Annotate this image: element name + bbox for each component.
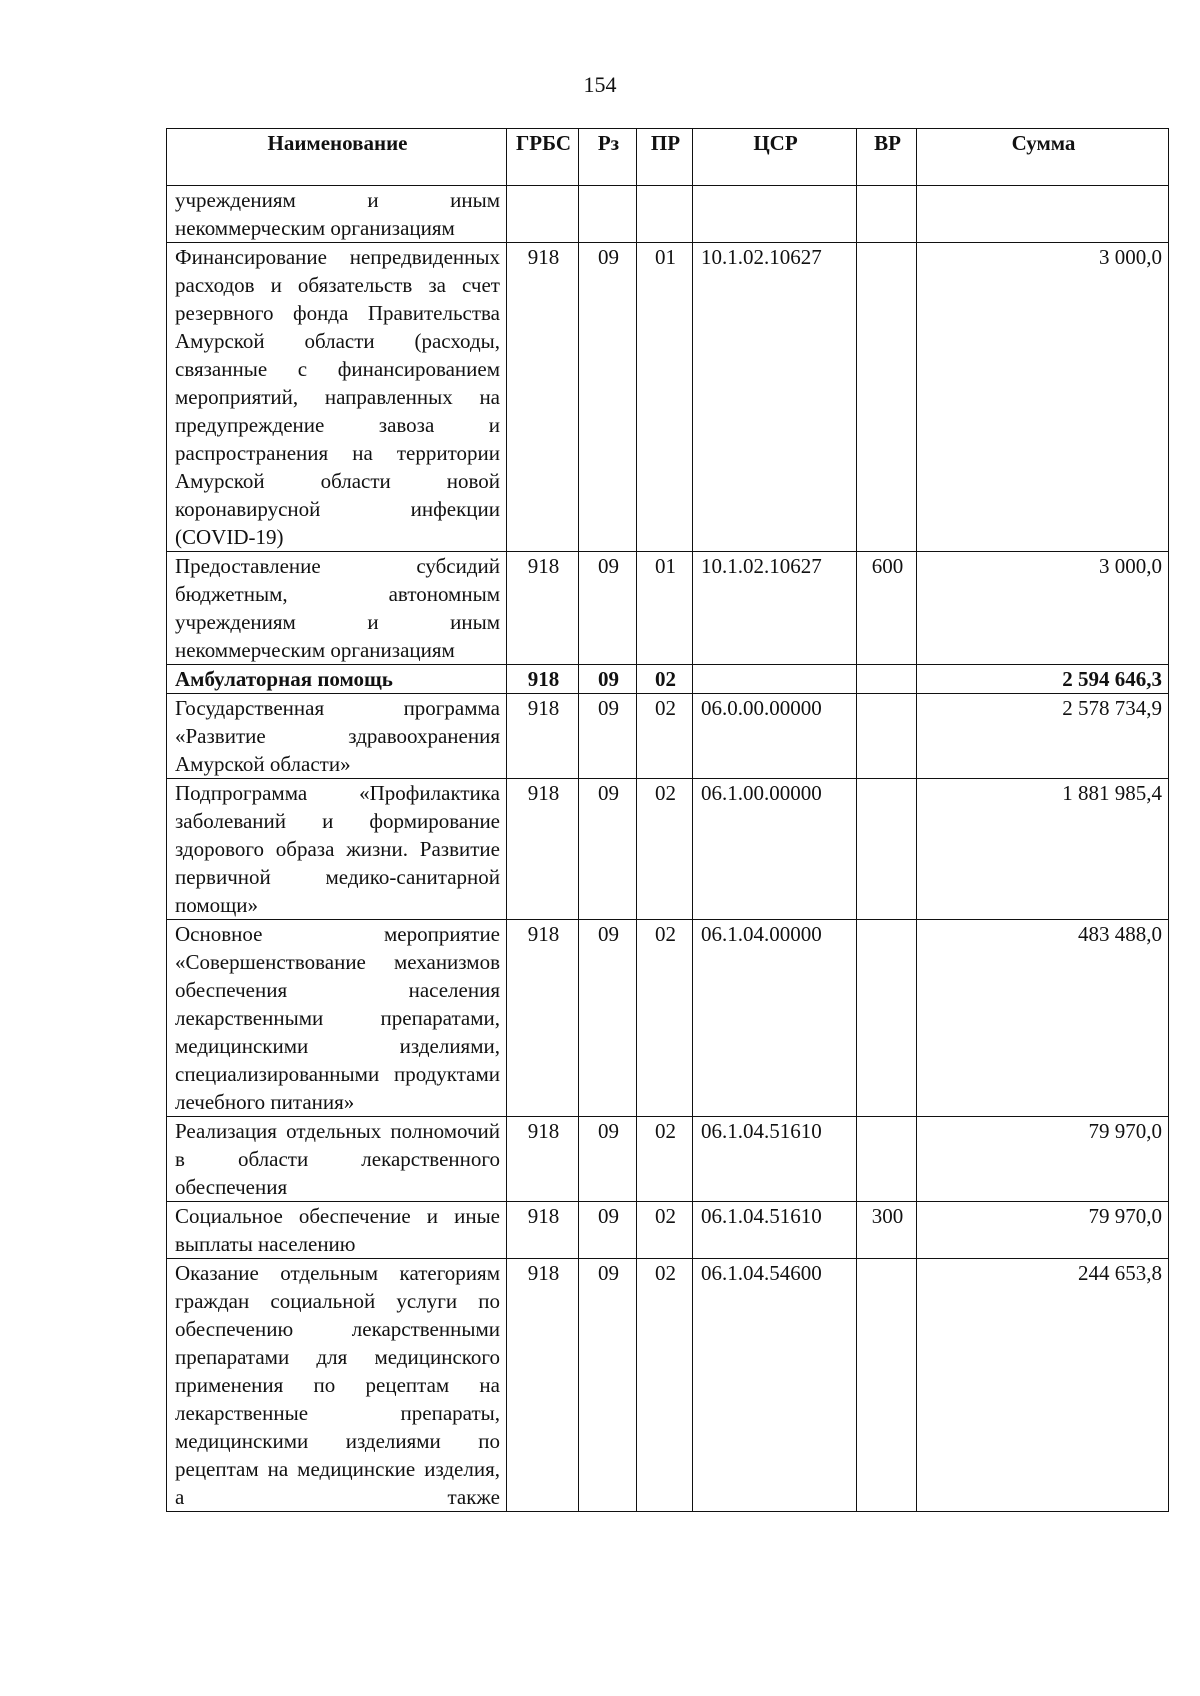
row-grbs: 918 — [507, 665, 579, 694]
table-header-row — [167, 129, 1169, 186]
row-sum: 483 488,0 — [917, 920, 1169, 1117]
row-vr — [857, 1117, 917, 1202]
table-row — [167, 920, 1169, 1117]
row-vr — [857, 920, 917, 1117]
row-sum: 79 970,0 — [917, 1202, 1169, 1259]
row-csr: 06.1.04.51610 — [693, 1202, 857, 1259]
row-sum: 3 000,0 — [917, 552, 1169, 665]
row-sum: 3 000,0 — [917, 243, 1169, 552]
row-rz: 09 — [579, 1259, 637, 1512]
row-name: Государственная программа «Развитие здравоохранения Амурской области» — [167, 694, 507, 779]
row-grbs: 918 — [507, 694, 579, 779]
row-rz: 09 — [579, 694, 637, 779]
row-rz: 09 — [579, 920, 637, 1117]
row-rz: 09 — [579, 1117, 637, 1202]
row-csr: 06.1.04.00000 — [693, 920, 857, 1117]
header-rz: Рз — [579, 129, 637, 186]
row-grbs: 918 — [507, 1202, 579, 1259]
table-row-section-total — [167, 665, 1169, 694]
row-pr: 02 — [637, 1259, 693, 1512]
row-vr — [857, 186, 917, 243]
row-rz — [579, 186, 637, 243]
row-vr: 300 — [857, 1202, 917, 1259]
row-csr: 10.1.02.10627 — [693, 243, 857, 552]
row-csr: 10.1.02.10627 — [693, 552, 857, 665]
row-pr: 01 — [637, 552, 693, 665]
row-vr — [857, 694, 917, 779]
row-csr: 06.1.04.51610 — [693, 1117, 857, 1202]
row-grbs: 918 — [507, 1259, 579, 1512]
row-pr: 02 — [637, 665, 693, 694]
header-vr: ВР — [857, 129, 917, 186]
header-grbs: ГРБС — [507, 129, 579, 186]
row-grbs: 918 — [507, 779, 579, 920]
row-rz: 09 — [579, 779, 637, 920]
row-name: Подпрограмма «Профилактика заболеваний и формирование здорового образа жизни. Развитие первичной медико-санитарной помощи» — [167, 779, 507, 920]
row-pr: 02 — [637, 920, 693, 1117]
row-sum: 244 653,8 — [917, 1259, 1169, 1512]
row-grbs: 918 — [507, 243, 579, 552]
table-row — [167, 243, 1169, 552]
header-name: Наименование — [167, 129, 507, 186]
row-name: Социальное обеспечение и иные выплаты населению — [167, 1202, 507, 1259]
row-sum: 2 594 646,3 — [917, 665, 1169, 694]
page-number: 154 — [583, 72, 617, 97]
table-row — [167, 779, 1169, 920]
row-vr — [857, 1259, 917, 1512]
row-pr: 02 — [637, 1117, 693, 1202]
row-rz: 09 — [579, 665, 637, 694]
row-csr: 06.1.04.54600 — [693, 1259, 857, 1512]
row-sum: 2 578 734,9 — [917, 694, 1169, 779]
row-sum: 79 970,0 — [917, 1117, 1169, 1202]
row-name: Реализация отдельных полномочий в области лекарственного обеспечения — [167, 1117, 507, 1202]
header-pr: ПР — [637, 129, 693, 186]
row-name: Основное мероприятие «Совершенствование механизмов обеспечения населения лекарственными препаратами, медицинскими изделиями, специализированными продуктами лечебного питания» — [167, 920, 507, 1117]
row-vr — [857, 243, 917, 552]
row-csr — [693, 186, 857, 243]
header-csr: ЦСР — [693, 129, 857, 186]
row-pr — [637, 186, 693, 243]
row-vr — [857, 779, 917, 920]
header-sum: Сумма — [917, 129, 1169, 186]
row-rz: 09 — [579, 1202, 637, 1259]
row-sum — [917, 186, 1169, 243]
row-pr: 02 — [637, 779, 693, 920]
table-row — [167, 552, 1169, 665]
table-row — [167, 1259, 1169, 1512]
row-sum: 1 881 985,4 — [917, 779, 1169, 920]
row-pr: 01 — [637, 243, 693, 552]
row-pr: 02 — [637, 1202, 693, 1259]
row-csr: 06.0.00.00000 — [693, 694, 857, 779]
row-name: Оказание отдельным категориям граждан социальной услуги по обеспечению лекарственными препаратами для медицинского применения по рецептам на лекарственные препараты, медицинскими изделиями по рецептам на медицинские изделия, а также — [167, 1259, 507, 1512]
table-row — [167, 1202, 1169, 1259]
row-rz: 09 — [579, 552, 637, 665]
row-name: учреждениям и иным некоммерческим организациям — [167, 186, 507, 243]
row-csr — [693, 665, 857, 694]
row-grbs — [507, 186, 579, 243]
row-vr — [857, 665, 917, 694]
row-grbs: 918 — [507, 920, 579, 1117]
table-row — [167, 1117, 1169, 1202]
row-name: Финансирование непредвиденных расходов и обязательств за счет резервного фонда Правительства Амурской области (расходы, связанные с финансированием мероприятий, направленных на предупреждение завоза и распространения на территории Амурской области новой коронавирусной инфекции (COVID-19) — [167, 243, 507, 552]
table-row — [167, 186, 1169, 243]
row-csr: 06.1.00.00000 — [693, 779, 857, 920]
row-grbs: 918 — [507, 1117, 579, 1202]
row-vr: 600 — [857, 552, 917, 665]
budget-table — [166, 128, 1169, 1512]
row-rz: 09 — [579, 243, 637, 552]
table-row — [167, 694, 1169, 779]
row-pr: 02 — [637, 694, 693, 779]
row-name: Предоставление субсидий бюджетным, автономным учреждениям и иным некоммерческим организациям — [167, 552, 507, 665]
row-grbs: 918 — [507, 552, 579, 665]
row-name: Амбулаторная помощь — [167, 665, 507, 694]
